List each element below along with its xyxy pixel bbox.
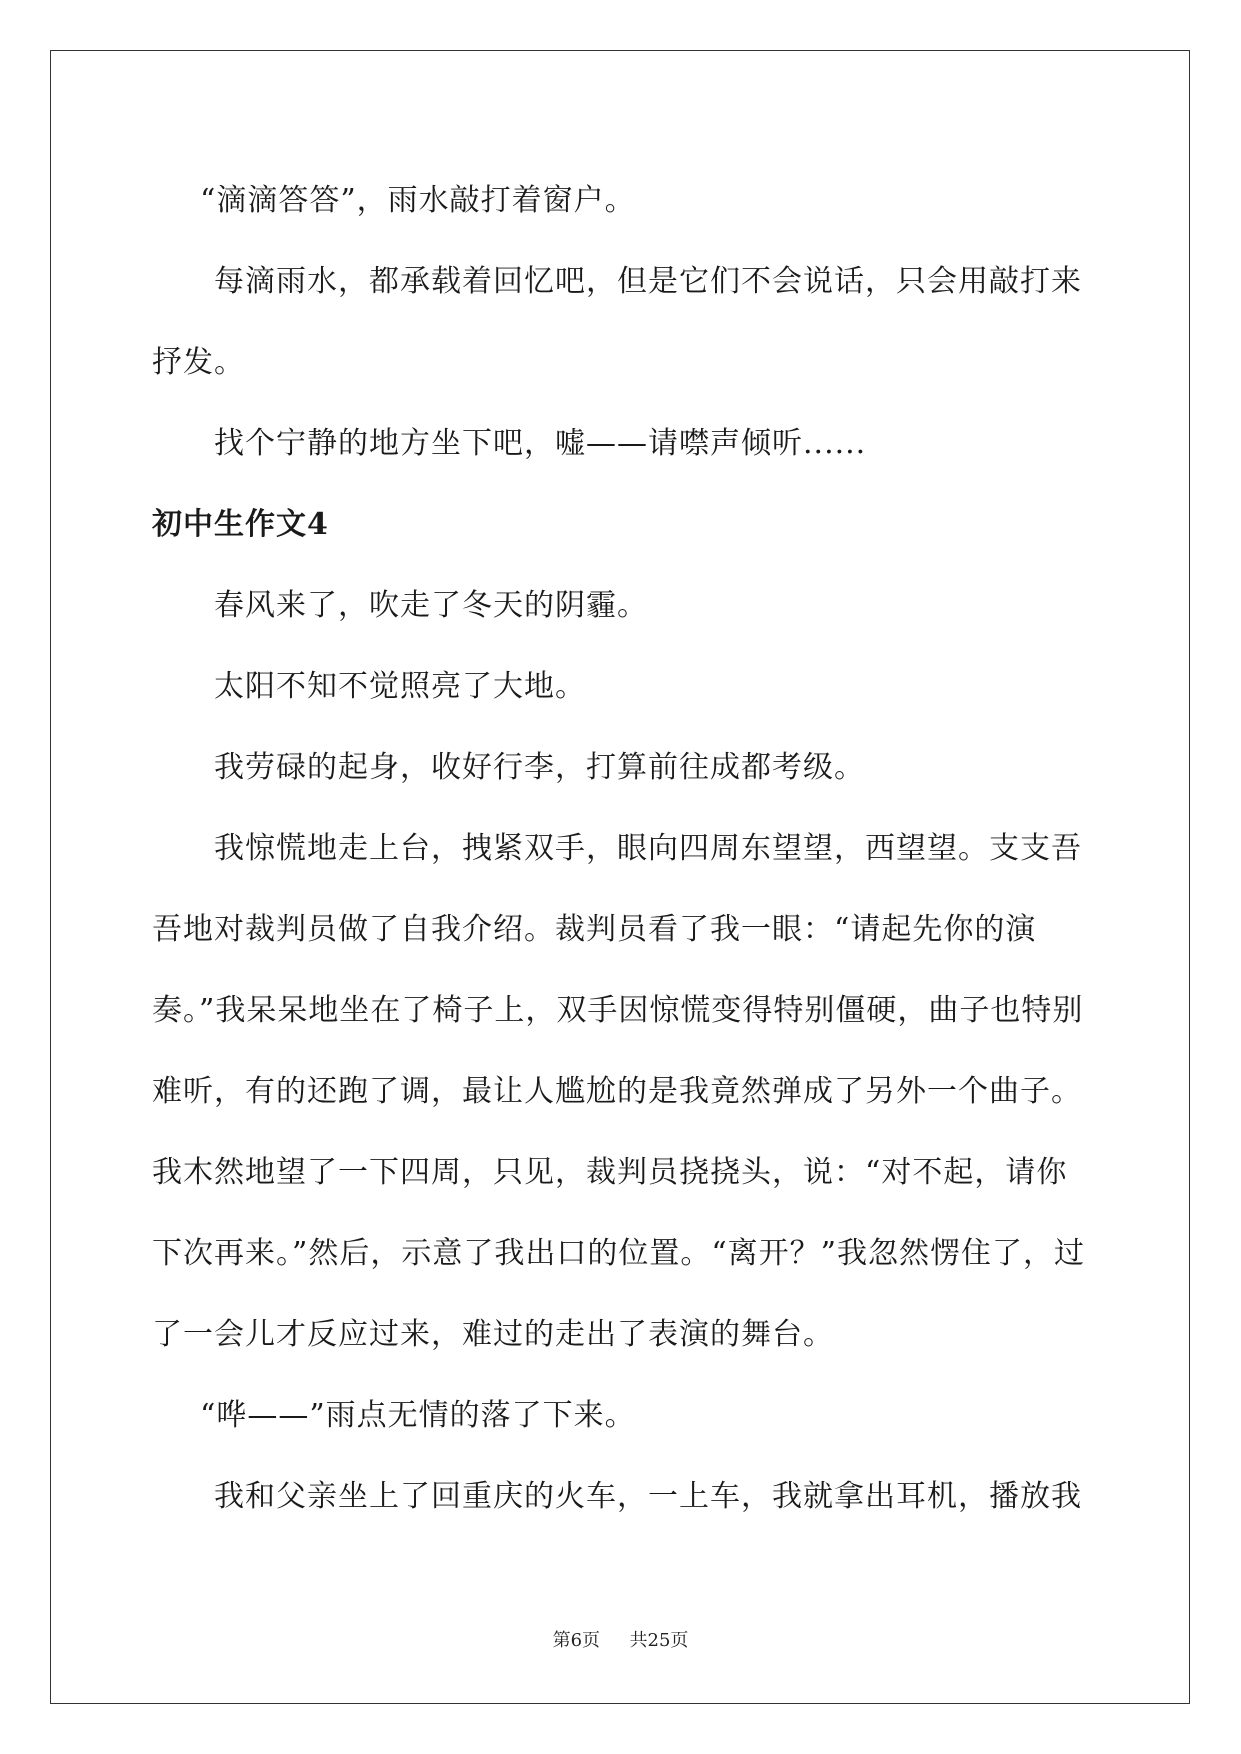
paragraph: 春风来了，吹走了冬天的阴霾。 (214, 588, 648, 623)
paragraph: “滴滴答答”，雨水敲打着窗户。 (200, 183, 636, 218)
paragraph: “哗——”雨点无情的落了下来。 (200, 1398, 636, 1433)
page-total: 共25页 (629, 1630, 689, 1651)
paragraph: 我劳碌的起身，收好行李，打算前往成都考级。 (214, 750, 865, 785)
paragraph: 找个宁静的地方坐下吧，嘘——请噤声倾听...... (214, 426, 867, 461)
paragraph: 我惊慌地走上台，拽紧双手，眼向四周东望望，西望望。支支吾吾地对裁判员做了自我介绍。裁判员看了我一眼：“请起先你的演奏。”我呆呆地坐在了椅子上，双手因惊慌变得特别僵硬，曲子也特别难听，有的还跑了调，最让人尴尬的是我竟然弹成了另外一个曲子。我木然地望了一下四周，只见，裁判员挠挠头，说：“对不起，请你下次再来。”然后，示意了我出口的位置。“离开？”我忽然愣住了，过了一会儿才反应过来，难过的走出了表演的舞台。 (152, 831, 1086, 1352)
section-heading: 初中生作文4 (152, 507, 329, 542)
paragraph: 每滴雨水，都承载着回忆吧，但是它们不会说话，只会用敲打来抒发。 (152, 264, 1082, 380)
paragraph: 太阳不知不觉照亮了大地。 (214, 669, 586, 704)
paragraph: 我和父亲坐上了回重庆的火车，一上车，我就拿出耳机，播放我 (214, 1479, 1082, 1514)
document-body (152, 160, 1092, 1537)
page-number: 第6页 (552, 1630, 601, 1651)
page-footer (0, 1626, 1241, 1652)
